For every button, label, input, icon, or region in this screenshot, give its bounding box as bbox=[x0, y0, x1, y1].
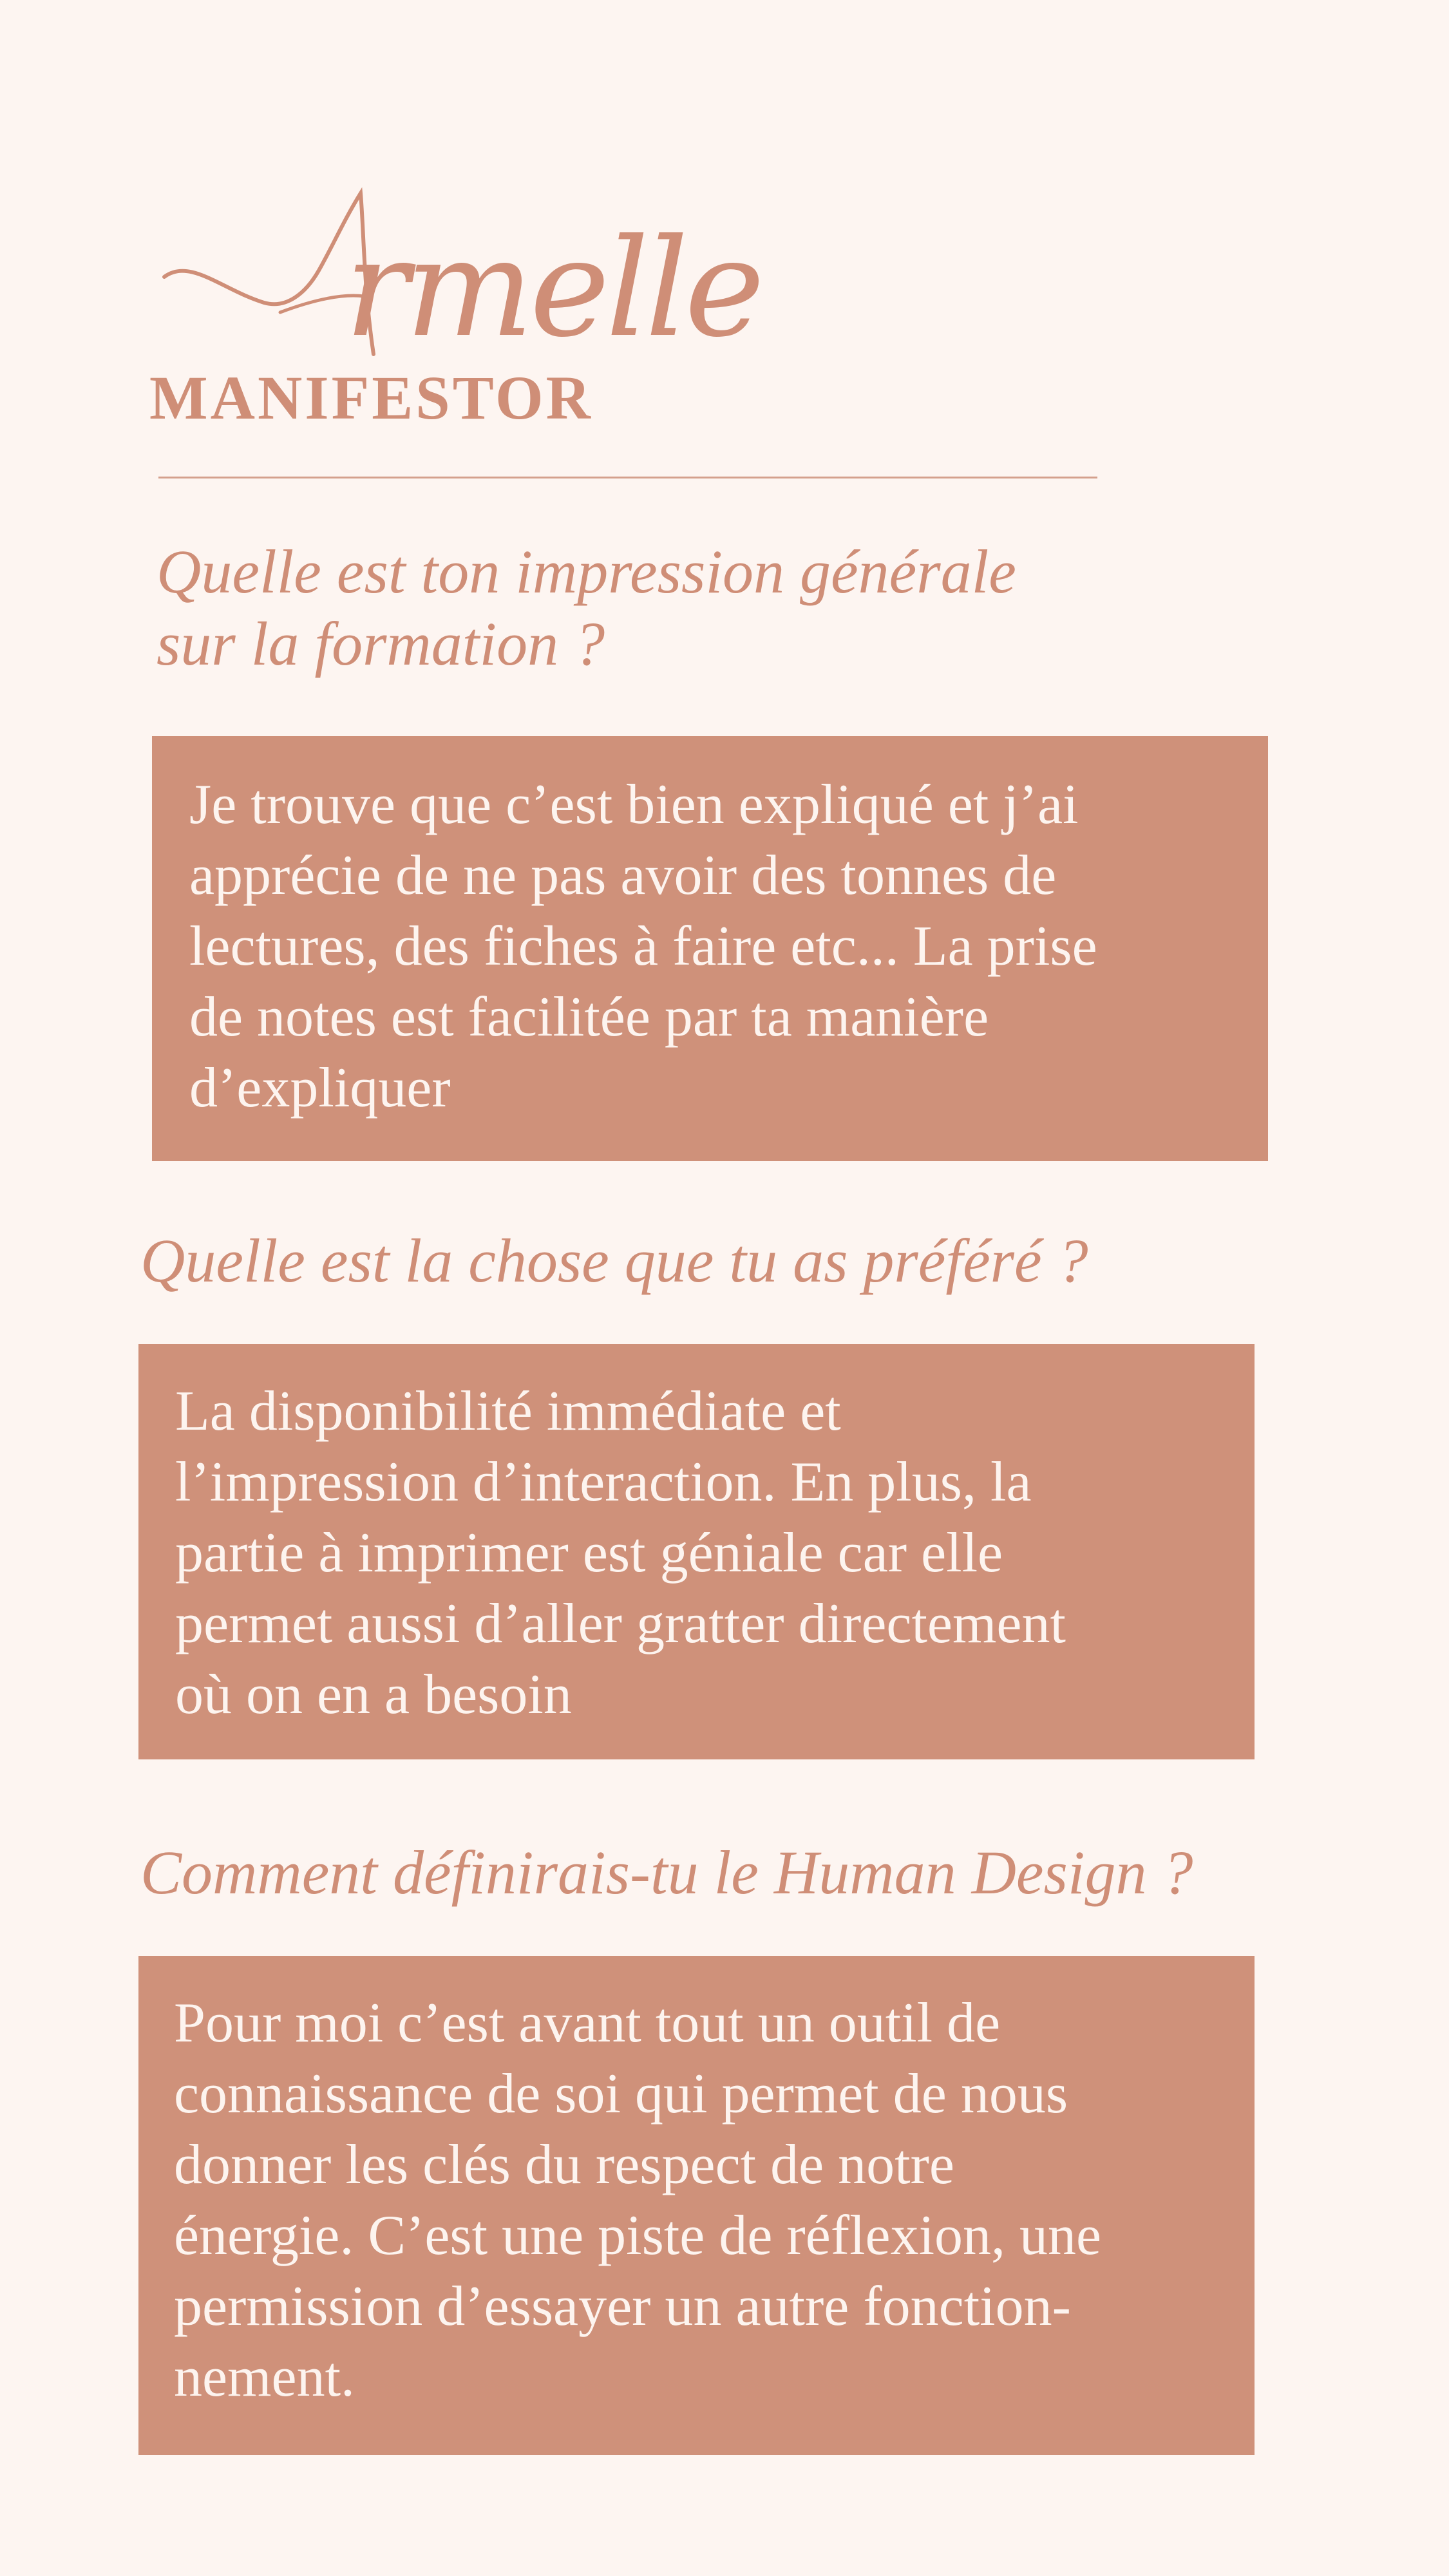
question-2: Quelle est la chose que tu as préféré ? bbox=[140, 1226, 1088, 1295]
answer-1-text: Je trouve que c’est bien expliqué et j’ai apprécie de ne pas avoir des tonnes de lectures, des fiches à faire etc... La prise de notes est facilitée par ta manière d’expliquer bbox=[189, 773, 1097, 1119]
signature-logo bbox=[151, 180, 761, 374]
answer-box-1 bbox=[152, 736, 1268, 1161]
answer-box-3 bbox=[138, 1956, 1255, 2455]
answer-2-text: La disponibilité immédiate et l’impression d’interaction. En plus, la partie à imprimer est géniale car elle permet aussi d’aller gratter directement où on en a besoin bbox=[175, 1380, 1066, 1726]
answer-3-text: Pour moi c’est avant tout un outil de connaissance de soi qui permet de nous donner les clés du respect de notre énergie. C’est une piste de réflexion, une permission d’essayer un autre fonction- nement. bbox=[174, 1992, 1102, 2409]
signature-text: rmelle bbox=[345, 209, 761, 367]
question-3: Comment définirais-tu le Human Design ? bbox=[140, 1838, 1193, 1907]
question-1: Quelle est ton impression générale sur la formation ? bbox=[156, 537, 1016, 678]
divider-line bbox=[158, 477, 1097, 478]
answer-box-2 bbox=[138, 1344, 1255, 1759]
type-label: MANIFESTOR bbox=[149, 363, 593, 432]
